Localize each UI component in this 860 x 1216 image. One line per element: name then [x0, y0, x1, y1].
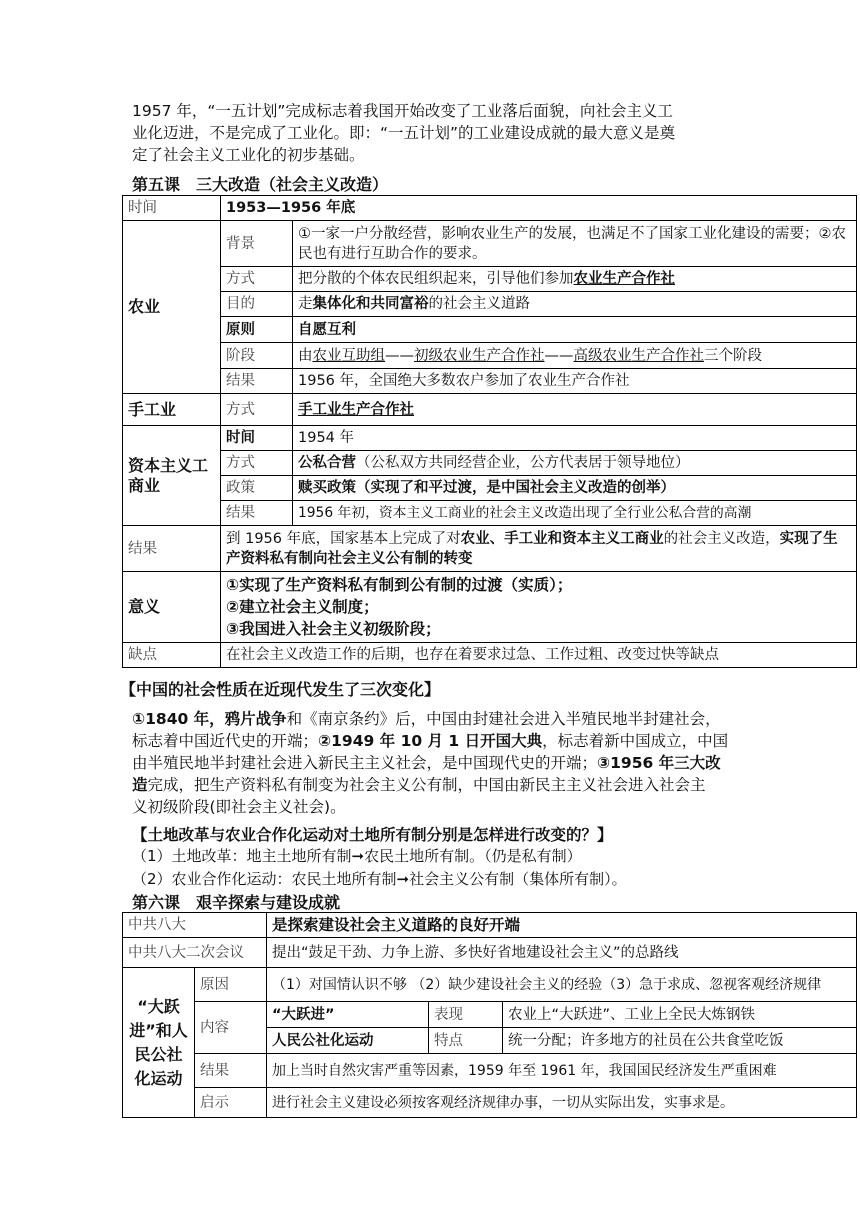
cell-value [293, 267, 857, 292]
table-row [123, 572, 857, 643]
para-line [132, 708, 752, 730]
text-span: 完成，把生产资料私有制变为社会主义公有制，中国由新民主主义社会进入社会主 [147, 776, 706, 794]
cell-label: 政策 [221, 476, 293, 501]
text-span: 由半殖民地半封建社会进入新民主主义社会，是中国现代史的开端； [132, 754, 598, 772]
table-row [123, 317, 857, 343]
land-title: 【土地改革与农业合作化运动对土地所有制分别是怎样进行改变的？】 [132, 826, 613, 844]
cell-value: 农业上“大跃进”、工业上全民大炼钢铁 [503, 1002, 857, 1028]
table-row [123, 643, 857, 668]
text-span: 走 [298, 296, 313, 312]
cell-label: 阶段 [221, 343, 293, 369]
cell-value: ①一家一户分散经营，影响农业生产的发展，也满足不了国家工业化建设的需要；②农民也有进行互助合作的要求。 [293, 221, 857, 267]
cell-value [221, 572, 857, 643]
land-line: （2）农业合作化运动：农民土地所有制➞社会主义公有制（集体所有制）。 [132, 870, 627, 888]
cell-value: （1）对国情认识不够 （2）缺少建设社会主义的经验（3）急于求成、忽视客观经济规律 [267, 968, 857, 1002]
cell-label: 时间 [221, 426, 293, 451]
cell-label: 时间 [123, 196, 221, 221]
intro-line: 定了社会主义工业化的初步基础。 [132, 146, 365, 164]
cell-label: 结果 [195, 1054, 267, 1088]
text-span: 把分散的个体农民组织起来，引导他们参加 [298, 271, 574, 287]
cell-value: 加上当时自然灾害严重等因素，1959 年至 1961 年，我国国民经济发生严重困难 [267, 1054, 857, 1088]
emphasis-text: ③1956 年三大改 [597, 754, 721, 772]
para-line [132, 774, 752, 796]
intro-paragraph [132, 100, 742, 166]
intro-line: 业化迈进，不是完成了工业化。即：“一五计划”的工业建设成就的最大意义是奠 [132, 124, 676, 142]
cell-value: 在社会主义改造工作的后期，也存在着要求过急、工作过粗、改变过快等缺点 [221, 643, 857, 668]
text-span: 到 1956 年底，国家基本上完成了对 [226, 530, 461, 547]
cell-value [293, 451, 857, 476]
table-row [123, 526, 857, 572]
lesson5-title: 第五课 三大改造（社会主义改造） [132, 175, 389, 194]
table-row [123, 501, 857, 526]
cell-label: 内容 [195, 1002, 267, 1054]
handicraft-label: 手工业 [123, 394, 221, 426]
text-span: —— [385, 347, 414, 364]
meaning-line: ②建立社会主义制度； [226, 598, 379, 616]
cell-value: 进行社会主义建设必须按客观经济规律办事，一切从实际出发，实事求是。 [267, 1088, 857, 1118]
cell-label: 原因 [195, 968, 267, 1002]
cell-value: 自愿互利 [293, 317, 857, 343]
cell-label: 启示 [195, 1088, 267, 1118]
cell-label: 方式 [221, 451, 293, 476]
text-span: 和《南京条约》后，中国由封建社会进入半殖民地半封建社会， [286, 710, 721, 728]
table-row [123, 451, 857, 476]
text-span: 由 [298, 347, 313, 364]
cell-label: 中共八大 [123, 913, 267, 938]
cell-value: 统一分配；许多地方的社员在公共食堂吃饭 [503, 1028, 857, 1054]
text-span: 标志着中国近代史的开端； [132, 732, 319, 750]
lesson5-table [122, 195, 857, 668]
land-line: （1）土地改革：地主土地所有制➞农民土地所有制。（仍是私有制） [132, 847, 582, 865]
intro-line: 1957 年，“一五计划”完成标志着我国开始改变了工业落后面貌，向社会主义工 [132, 102, 673, 120]
para-line [132, 730, 752, 752]
emphasis-text: 农业、手工业和资本主义工商业 [460, 530, 664, 547]
great-leap-label: “大跃进”和人民公社化运动 [123, 968, 195, 1118]
cell-label: 结果 [221, 501, 293, 526]
content-name: 人民公社化运动 [267, 1028, 429, 1054]
text-span: 的社会主义道路 [428, 296, 530, 312]
table-row [123, 476, 857, 501]
cell-value: 1954 年 [293, 426, 857, 451]
society-title: 【中国的社会性质在近现代发生了三次变化】 [120, 680, 441, 699]
cell-value [293, 292, 857, 317]
emphasis-text: ②1949 年 10 月 1 日开国大典 [318, 732, 543, 750]
table-row [123, 426, 857, 451]
cell-label: 缺点 [123, 643, 221, 668]
text-span: （公私双方共同经营企业，公方代表居于领导地位） [356, 455, 690, 471]
text-span: ，标志着新中国成立，中国 [542, 732, 729, 750]
cell-label: 结果 [221, 369, 293, 394]
cell-value: 提出“鼓足干劲、力争上游、多快好省地建设社会主义”的总路线 [267, 938, 857, 968]
cell-label: 方式 [221, 394, 293, 426]
table-row [123, 267, 857, 292]
lesson6-table [122, 912, 857, 1118]
meaning-label: 意义 [123, 572, 221, 643]
cell-label: 结果 [123, 526, 221, 572]
table-row [123, 913, 857, 938]
emphasis-text: ①1840 年，鸦片战争 [132, 710, 287, 728]
table-row [123, 938, 857, 968]
emphasis-text: 公私合营 [298, 455, 356, 471]
emphasis-text: 农业生产合作社 [573, 271, 675, 287]
society-paragraph [132, 708, 752, 818]
para-line: 义初级阶段(即社会主义社会)。 [132, 798, 346, 816]
cell-value: 1956 年，全国绝大多数农户参加了农业生产合作社 [293, 369, 857, 394]
cell-value: 手工业生产合作社 [293, 394, 857, 426]
meaning-line: ①实现了生产资料私有制到公有制的过渡（实质）； [226, 576, 573, 594]
para-line [132, 752, 752, 774]
cell-value [293, 343, 857, 369]
emphasis-text: 集体化和共同富裕 [312, 296, 429, 312]
stage-item: 初级农业生产合作社 [414, 347, 545, 364]
table-row [123, 221, 857, 267]
cell-value: 1953—1956 年底 [221, 196, 857, 221]
emphasis-text: 实现了生产资料私有制向社会主义公有制的转变 [226, 530, 838, 567]
stage-item: 高级农业生产合作社 [573, 347, 704, 364]
table-row [123, 196, 857, 221]
text-span: 的社会主义改造， [663, 530, 780, 547]
cell-value: 赎买政策（实现了和平过渡，是中国社会主义改造的创举） [293, 476, 857, 501]
cell-label: 方式 [221, 267, 293, 292]
text-span: 三个阶段 [704, 347, 762, 364]
cell-value [221, 526, 857, 572]
emphasis-text: 造 [132, 776, 148, 794]
table-row [123, 1088, 857, 1118]
stage-item: 农业互助组 [312, 347, 385, 364]
cell-value: 1956 年初，资本主义工商业的社会主义改造出现了全行业公私合营的高潮 [293, 501, 857, 526]
meaning-line: ③我国进入社会主义初级阶段； [226, 620, 441, 638]
agri-label: 农业 [123, 221, 221, 394]
table-row [123, 968, 857, 1002]
cell-label: 背景 [221, 221, 293, 267]
cell-label: 中共八大二次会议 [123, 938, 267, 968]
cell-label: 目的 [221, 292, 293, 317]
table-row [123, 369, 857, 394]
capital-label: 资本主义工商业 [123, 426, 221, 526]
cell-label: 表现 [429, 1002, 503, 1028]
table-row [123, 394, 857, 426]
table-row [123, 292, 857, 317]
cell-value: 是探索建设社会主义道路的良好开端 [267, 913, 857, 938]
table-row [123, 343, 857, 369]
cell-label: 原则 [221, 317, 293, 343]
table-row [123, 1054, 857, 1088]
cell-label: 特点 [429, 1028, 503, 1054]
text-span: —— [544, 347, 574, 364]
content-name: “大跃进” [267, 1002, 429, 1028]
table-row [123, 1002, 857, 1028]
lesson6-title: 第六课 艰辛探索与建设成就 [132, 893, 341, 912]
